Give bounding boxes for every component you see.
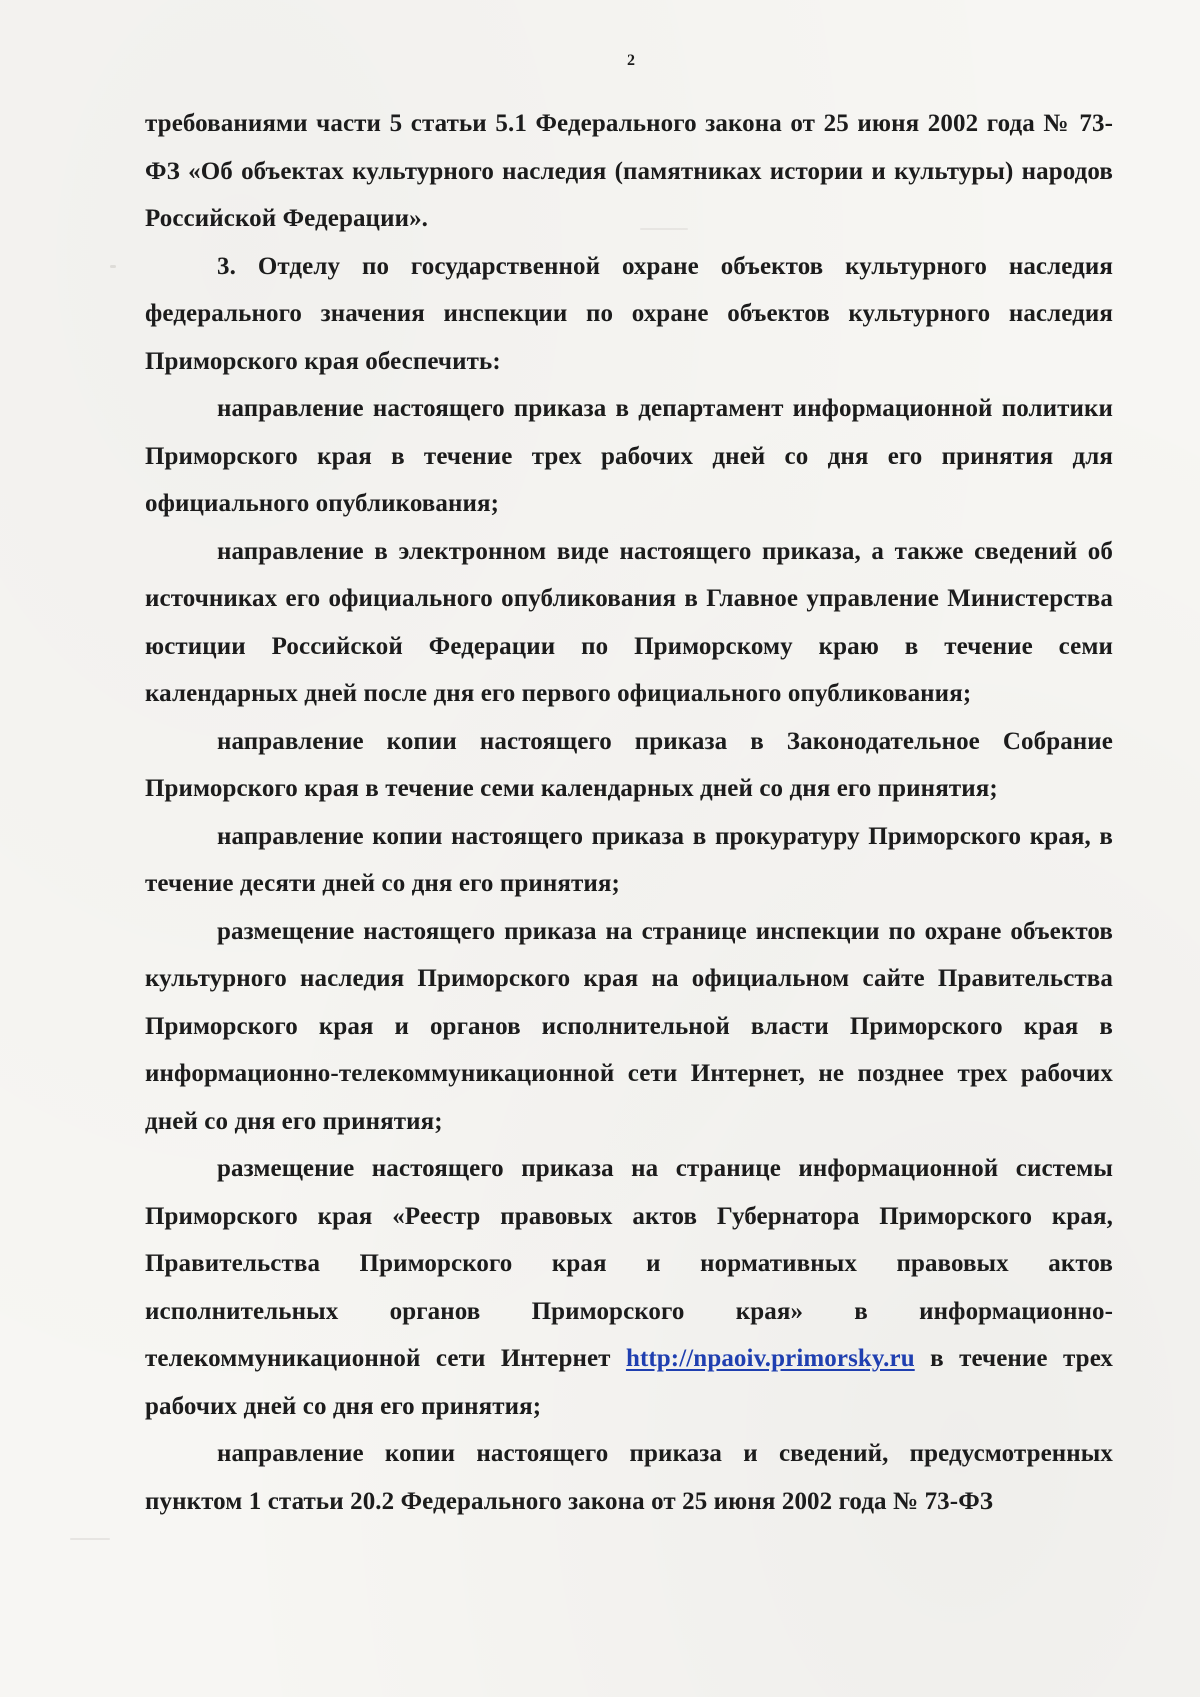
paragraph-legislative-assembly: направление копии настоящего приказа в Законодательное Собрание Приморского края в течение семи календарных дней со дня его принятия; (145, 727, 1113, 802)
paragraph-dept-info-policy: направление настоящего приказа в департамент информационной политики Приморского края в течение трех рабочих дней со дня его принятия для официального опубликования; (145, 395, 1113, 517)
paragraph-ministry-justice: направление в электронном виде настоящего приказа, а также сведений об источниках его официального опубликования в Главное управление Министерства юстиции Российской Федерации по Приморскому краю в течение семи календарных дней после дня его первого официального опубликования; (145, 537, 1113, 707)
page-number: 2 (627, 52, 635, 69)
paragraph-registry (145, 1145, 1113, 1430)
paragraph-item-3: 3. Отделу по государственной охране объектов культурного наследия федерального значения инспекции по охране объектов культурного наследия Приморского края обеспечить: (145, 252, 1113, 375)
registry-text-before: размещение настоящего приказа на странице информационной системы Приморского края «Реестр правовых актов Губернатора Приморского края, Правительства Приморского края и нормативных правовых актов исполнительных органов Приморского края» в информационно-телекоммуникационной сети Интернет (145, 1155, 1113, 1372)
scan-mark (110, 265, 116, 268)
paragraph-website: размещение настоящего приказа на странице инспекции по охране объектов культурного наследия Приморского края на официальном сайте Правительства Приморского края и органов исполнительной власти Приморского края в информационно-телекоммуникационной сети Интернет, не позднее трех рабочих дней со дня его принятия; (145, 917, 1113, 1135)
registry-link[interactable]: http://npaoiv.primorsky.ru (625, 1345, 915, 1372)
scan-mark (70, 1538, 110, 1540)
registry-text-after: в течение трех рабочих дней со дня его принятия; (145, 1345, 1113, 1420)
paragraph-copy-art-20-2: направление копии настоящего приказа и сведений, предусмотренных пунктом 1 статьи 20.2 Федерального закона от 25 июня 2002 года № 73-ФЗ (145, 1440, 1113, 1515)
paragraph-prosecutor: направление копии настоящего приказа в прокуратуру Приморского края, в течение десяти дней со дня его принятия; (145, 822, 1113, 897)
document-body (145, 100, 1113, 1525)
paragraph-intro: требованиями части 5 статьи 5.1 Федерального закона от 25 июня 2002 года № 73-ФЗ «Об объектах культурного наследия (памятниках истории и культуры) народов Российской Федерации». (145, 110, 1113, 232)
